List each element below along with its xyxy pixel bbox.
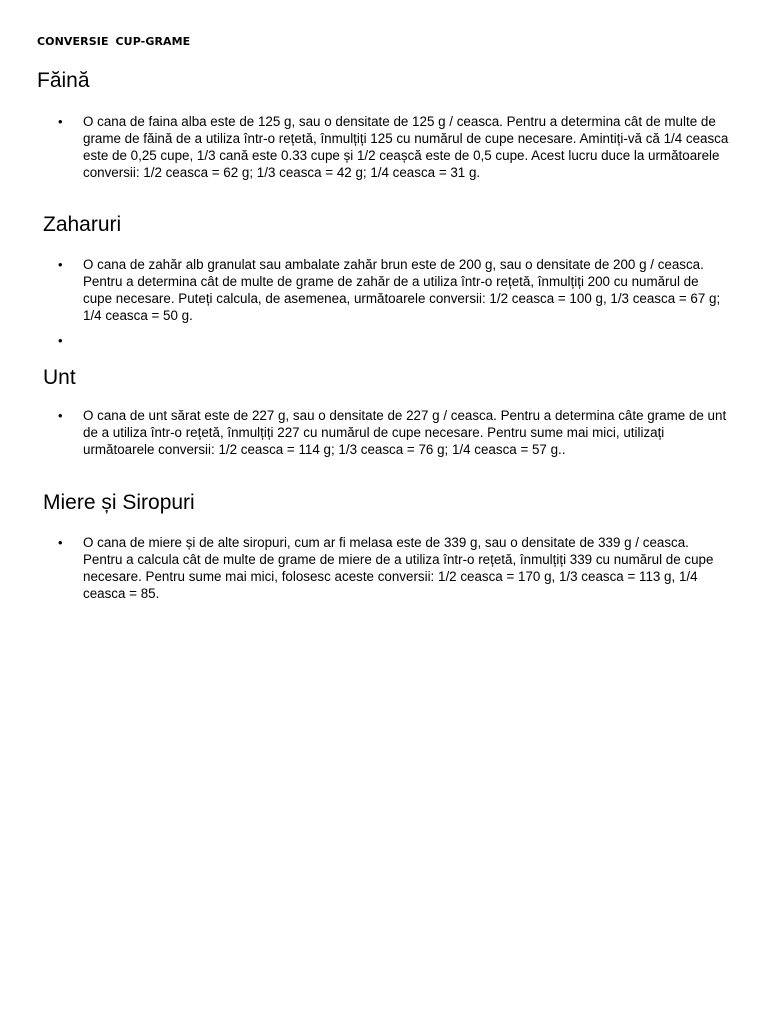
- section-heading-unt: Unt: [43, 366, 76, 389]
- list-item: [0, 407, 731, 458]
- section-heading-miere-siropuri: Miere și Siropuri: [43, 491, 195, 514]
- list-item: [0, 256, 731, 324]
- document-title: CONVERSIE CUP-GRAME: [37, 35, 191, 48]
- bullet-icon: •: [58, 257, 63, 272]
- bullet-icon: •: [58, 535, 63, 550]
- bullet-icon: •: [58, 114, 63, 129]
- bullet-list-unt: [0, 407, 731, 458]
- paragraph-miere-siropuri: O cana de miere și de alte siropuri, cum ar fi melasa este de 339 g, sau o densitate de 339 g / ceasca. Pentru a calcula cât de multe de grame de miere de a utiliza într-o rețetă, înmulțiți 339 cu numărul de cupe necesare. Pentru sume mai mici, folosesc aceste conversii: 1/2 ceasca = 170 g, 1/3 ceasca = 113 g, 1/4 ceasca = 85.: [83, 535, 714, 601]
- paragraph-faina: O cana de faina alba este de 125 g, sau o densitate de 125 g / ceasca. Pentru a determina cât de multe de grame de făină de a utiliza într-o rețetă, înmulțiți 125 cu numărul de cupe necesare. Amintiți-vă că 1/4 ceasca este de 0,25 cupe, 1/3 cană este 0.33 cupe și 1/2 ceașcă este de 0,5 cupe. Acest lucru duce la următoarele conversii: 1/2 ceasca = 62 g; 1/3 ceasca = 42 g; 1/4 ceasca = 31 g.: [83, 114, 729, 180]
- list-item: [0, 534, 731, 602]
- bullet-list-miere-siropuri: [0, 534, 731, 602]
- paragraph-unt: O cana de unt sărat este de 227 g, sau o densitate de 227 g / ceasca. Pentru a determina câte grame de unt de a utiliza într-o rețetă, înmulțiți 227 cu numărul de cupe necesare. Pentru sume mai mici, utilizați următoarele conversii: 1/2 ceasca = 114 g; 1/3 ceasca = 76 g; 1/4 ceasca = 57 g..: [83, 408, 727, 457]
- section-heading-zaharuri: Zaharuri: [43, 213, 122, 236]
- bullet-list-faina: [0, 113, 731, 181]
- paragraph-zaharuri: O cana de zahăr alb granulat sau ambalate zahăr brun este de 200 g, sau o densitate de 200 g / ceasca. Pentru a determina cât de multe de grame de zahăr de a utiliza într-o rețetă, înmulțiți 200 cu numărul de cupe necesare. Puteți calcula, de asemenea, următoarele conversii: 1/2 ceasca = 100 g, 1/3 ceasca = 67 g; 1/4 ceasca = 50 g.: [83, 257, 721, 323]
- empty-bullet-icon: •: [58, 333, 63, 348]
- list-item: [0, 113, 731, 181]
- section-heading-faina: Făină: [37, 69, 90, 92]
- bullet-list-zaharuri: [0, 256, 731, 324]
- bullet-icon: •: [58, 408, 63, 423]
